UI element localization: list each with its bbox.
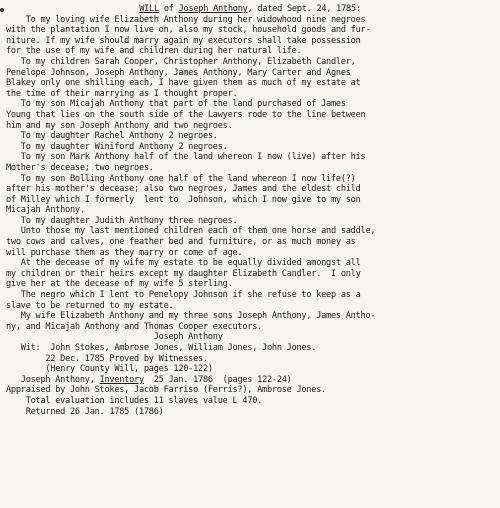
text-line: 22 Dec. 1785 Proved by Witnesses. (6, 353, 208, 364)
inventory-label: Inventory (99, 374, 144, 385)
text-line: To my son Mark Anthony half of the land whereon I now (live) after his (6, 152, 366, 163)
text-line: slave to be returned to my estate. (6, 300, 174, 311)
text-line: after his mother's decease; also two negroes, James and the eldest child (6, 184, 361, 195)
text-line: Unto those my last mentioned children each of them one horse and saddle, (6, 226, 376, 237)
inventory-prefix: Joseph Anthony, (6, 374, 100, 385)
text-line: niture. If my wife should marry again my executors shall take possession (6, 35, 361, 46)
text-line: my children or their heirs except my daughter Elizabeth Candler. I only (6, 268, 361, 279)
text-line: ny, and Micajah Anthony and Thomas Cooper executors. (6, 321, 263, 332)
text-line: Returned 26 Jan. 1785 (1786) (6, 406, 164, 417)
text-line: The negro which I lent to Penelopy Johnson if she refuse to keep as a (6, 290, 361, 301)
text-line: give her at the decease of my wife 5 sterling. (6, 279, 233, 290)
inventory-details (6, 385, 494, 417)
text-line: To my son Micajah Anthony that part of the land purchased of James (6, 99, 346, 110)
text-line: To my children Sarah Cooper, Christopher Anthony, Elizabeth Candler, (6, 56, 356, 67)
text-line: To my daughter Judith Anthony three negroes. (6, 215, 238, 226)
text-line: Mother's decease; two negroes. (6, 162, 154, 173)
text-line: To my son Bolling Anthony one half of the land whereon I now life(?) (6, 173, 356, 184)
inventory-suffix: 25 Jan. 1786 (pages 122-24) (143, 374, 292, 385)
text-line: the time of their marrying as I thought proper. (6, 88, 238, 99)
text-line: him and my son Joseph Anthony and two negroes. (6, 120, 233, 131)
text-line: To my daughter Winiford Anthony 2 negroes. (6, 141, 228, 152)
text-line: My wife Elizabeth Anthony and my three sons Joseph Anthony, James Antho- (6, 311, 376, 322)
text-line: At the decease of my wife my estate to be equally divided amongst all (6, 258, 361, 269)
text-line: (Henry County Will, pages 120-122) (6, 364, 213, 375)
text-line: for the use of my wife and children during her natural life. (6, 46, 302, 57)
text-line: Total evaluation includes 11 slaves value L 470. (6, 395, 263, 406)
text-line: Blakey only one shilling each, I have given them as much of my estate at (6, 78, 361, 89)
title-of: of (158, 4, 179, 14)
text-line: Wit: John Stokes, Ambrose Jones, William Jones, John Jones. (6, 343, 317, 353)
text-line: Penelope Johnson, Joseph Anthony, James Anthony, Mary Carter and Agnes (6, 67, 351, 78)
text-line: of Milley which I formerly lent to Johnson, which I now give to my son (6, 194, 361, 205)
text-line: To my loving wife Elizabeth Anthony during her widowhood nine negroes (6, 14, 366, 25)
text-line: Micajah Anthony. (6, 205, 85, 216)
text-line: Joseph Anthony (6, 332, 223, 343)
title-testator-name: Joseph Anthony (178, 4, 248, 14)
text-line: with the plantation I now live on, also my stock, household goods and fur- (6, 25, 371, 36)
text-line: will purchase them as they marry or come of age. (6, 247, 243, 258)
punch-hole-mark (0, 8, 4, 12)
will-body (6, 15, 494, 375)
inventory-line (6, 375, 494, 386)
text-line: two cows and calves, one feather bed and furniture, or as much money as (6, 237, 356, 248)
text-line: Young that lies on the south side of the Lawyers rode to the line between (6, 109, 366, 120)
will-title (6, 4, 494, 15)
text-line: Appraised by John Stokes, Jacob Farriso (Ferris?), Ambrose Jones. (6, 385, 327, 396)
title-date: , dated Sept. 24, 1785: (247, 4, 361, 14)
title-will-word: WILL (139, 4, 159, 14)
text-line: To my daughter Rachel Anthony 2 negroes. (6, 131, 218, 142)
